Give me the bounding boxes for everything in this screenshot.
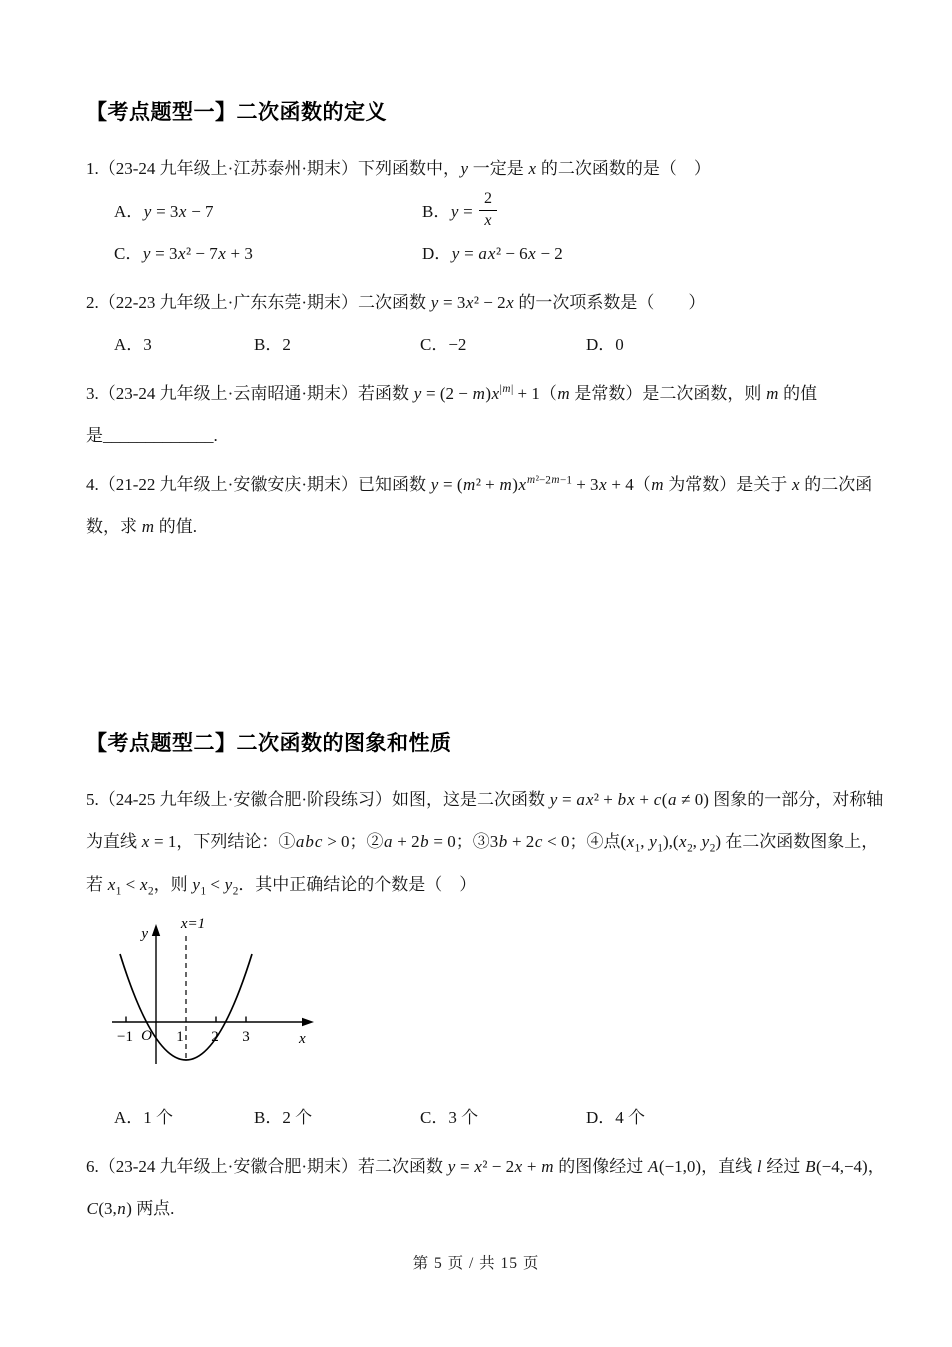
question-5-stem: 5.（24-25 九年级上·安徽合肥·阶段练习）如图，这是二次函数 y = ax² + bx + c(a ≠ 0) 图象的一部分，对称轴 为直线 x = 1，下列结论：①abc > 0；②a + 2b = 0；③3b + 2c < 0；④点($x_1$, $y_1),(x_2$, $y_2$) 在二次函数图象上， 若 $x_1 < x_2$，则 $y_1 < y_2$．其中正确结论的个数是（ ） — [86, 789, 884, 897]
x-axis-arrow — [302, 1018, 314, 1026]
question-4 — [86, 464, 873, 549]
question-2 — [86, 282, 868, 367]
section-title-1: 【考点题型一】二次函数的定义 — [86, 101, 387, 124]
question-5-option-b: B．2 个 — [254, 1108, 313, 1127]
question-3-stem: 3.（23-24 九年级上·云南昭通·期末）若函数 $y = (2 - m)x^{|m|} + 1(m$ 是常数）是二次函数，则 m 的值 是_____________. — [86, 382, 818, 445]
tick-label-neg1: −1 — [117, 1029, 133, 1045]
question-2-option-a: A．3 — [114, 335, 152, 354]
question-1-option-a: A．y = 3x − 7 — [114, 201, 214, 221]
option-b-prefix: B．y = — [422, 201, 477, 221]
origin-label: O — [141, 1028, 152, 1044]
x-axis-label: x — [299, 1031, 306, 1047]
question-5-options — [114, 1097, 868, 1140]
question-5-figure — [96, 912, 868, 1095]
question-3 — [86, 373, 868, 458]
question-2-option-c: C．−2 — [420, 335, 467, 354]
question-6-stem: 6.（23-24 九年级上·安徽合肥·期末）若二次函数 y = x² − 2x + m 的图像经过 A(−1,0)，直线 l 经过 B(−4,−4)， C(3,n) 两点. — [86, 1156, 885, 1218]
question-5-option-a: A．1 个 — [114, 1108, 174, 1127]
question-1-options — [114, 191, 868, 276]
section-title-2: 【考点题型二】二次函数的图象和性质 — [86, 731, 452, 755]
parabola-graph — [96, 912, 331, 1090]
tick-label-1: 1 — [176, 1029, 184, 1045]
question-1 — [86, 148, 868, 276]
question-2-stem: 2.（22-23 九年级上·广东东莞·期末）二次函数 y = 3x² − 2x 的一次项系数是（ ） — [86, 292, 706, 312]
y-axis-arrow — [152, 924, 160, 936]
question-5 — [86, 779, 884, 1140]
page-footer: 第 5 页 / 共 15 页 — [412, 1255, 540, 1272]
question-1-option-c: C．y = 3x² − 7x + 3 — [114, 244, 253, 263]
question-2-options — [114, 324, 868, 367]
question-4-stem: 4.（21-22 九年级上·安徽安庆·期末）已知函数 $y = (m^2 + m)x^{m^2-2m-1} + 3x + 4(m$ 为常数）是关于 x 的二次函 数，求 m 的值. — [86, 473, 873, 536]
question-2-option-b: B．2 — [254, 335, 291, 354]
question-1-option-d: D．y = ax² − 6x − 2 — [422, 244, 563, 263]
question-6 — [86, 1146, 885, 1231]
fraction-denominator: x — [484, 211, 492, 229]
question-1-stem: 1.（23-24 九年级上·江苏泰州·期末）下列函数中，y 一定是 x 的二次函数的是（ ） — [86, 159, 711, 178]
question-5-option-d: D．4 个 — [586, 1108, 646, 1127]
tick-label-2: 2 — [211, 1029, 219, 1045]
symmetry-axis-label: x=1 — [180, 916, 206, 932]
question-5-option-c: C．3 个 — [420, 1108, 479, 1127]
tick-label-3: 3 — [242, 1029, 250, 1045]
question-1-option-b — [422, 191, 868, 234]
fraction-numerator: 2 — [479, 189, 497, 210]
fraction-two-over-x — [479, 189, 497, 229]
question-2-option-d: D．0 — [586, 335, 624, 354]
y-axis-label: y — [141, 926, 148, 942]
